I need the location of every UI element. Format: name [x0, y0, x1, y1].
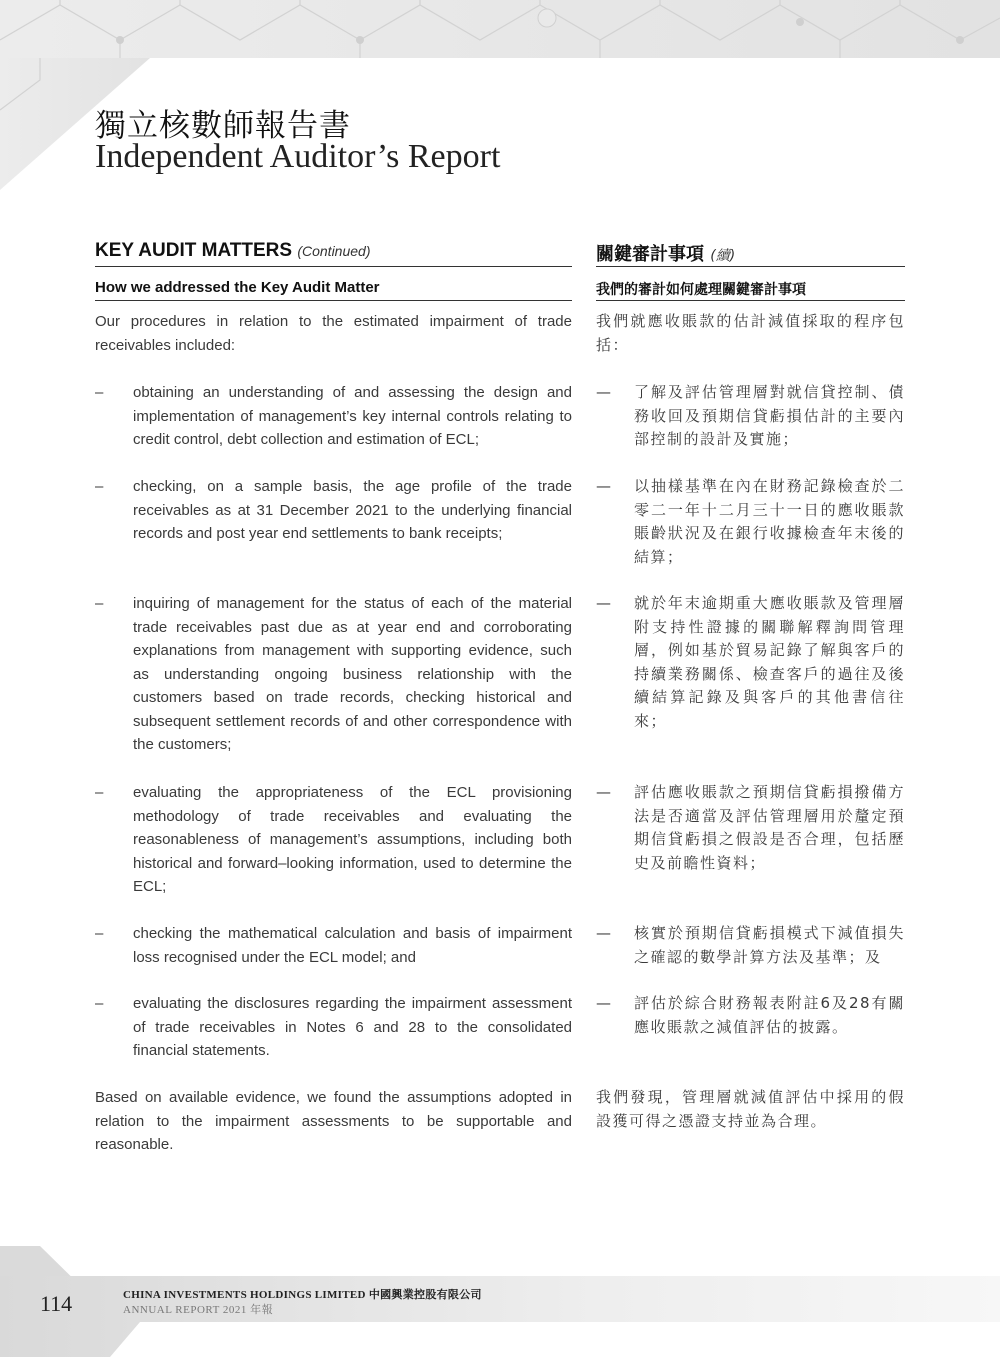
- bullet-dash: –: [95, 784, 104, 801]
- bullet-dash: —: [596, 477, 611, 495]
- bullet-text-en: obtaining an understanding of and assessing the design and implementation of management’s key internal controls relating to credit control, debt collection and estimation of ECL;: [133, 384, 572, 448]
- bullet-text-zh: 評估於綜合財務報表附註6及28有關應收賬款之減值評估的披露。: [634, 994, 905, 1036]
- subheading-zh: 我們的審計如何處理關鍵審計事項: [596, 282, 806, 298]
- subheading-en: How we addressed the Key Audit Matter: [95, 279, 380, 296]
- bullet-item-zh: [596, 592, 905, 733]
- bullet-item-zh: [596, 922, 905, 969]
- footer-report-title: ANNUAL REPORT 2021 年報: [123, 1304, 274, 1316]
- bullet-dash: —: [596, 924, 611, 942]
- bullet-dash: —: [596, 783, 611, 801]
- page-title-zh: 獨立核數師報告書: [95, 108, 351, 144]
- page-number: 114: [40, 1291, 73, 1316]
- divider: [95, 266, 572, 267]
- bullet-item-zh: [596, 381, 905, 452]
- intro-paragraph-en: Our procedures in relation to the estimated impairment of trade receivables included:: [95, 313, 572, 354]
- intro-paragraph-zh: 我們就應收賬款的估計減值採取的程序包括：: [596, 312, 905, 354]
- conclusion-paragraph-zh: 我們發現，管理層就減值評估中採用的假設獲可得之憑證支持並為合理。: [596, 1088, 905, 1130]
- bullet-dash: —: [596, 594, 611, 612]
- bullet-item-en: [95, 922, 572, 969]
- bullet-text-zh: 以抽樣基準在內在財務記錄檢查於二零二一年十二月三十一日的應收賬款賬齡狀況及在銀行收據檢查年末後的結算；: [634, 477, 905, 566]
- bullet-text-zh: 評估應收賬款之預期信貸虧損撥備方法是否適當及評估管理層用於釐定預期信貸虧損之假設是否合理，包括歷史及前瞻性資料；: [634, 783, 905, 872]
- bullet-text-zh: 就於年末逾期重大應收賬款及管理層附支持性證據的關聯解釋詢問管理層，例如基於貿易記錄了解與客戶的持續業務關係、檢查客戶的過往及後續結算記錄及與客戶的其他書信往來；: [634, 594, 905, 730]
- page-title-en: Independent Auditor’s Report: [95, 138, 501, 175]
- bullet-dash: –: [95, 478, 104, 495]
- footer-company: CHINA INVESTMENTS HOLDINGS LIMITED 中國興業控股有限公司: [123, 1289, 482, 1301]
- bullet-dash: —: [596, 383, 611, 401]
- bullet-item-en: [95, 781, 572, 899]
- bullet-dash: –: [95, 995, 104, 1012]
- bullet-item-zh: [596, 475, 905, 569]
- section-heading-en-text: KEY AUDIT MATTERS: [95, 240, 293, 261]
- bullet-item-zh: [596, 781, 905, 875]
- bullet-item-zh: [596, 992, 905, 1039]
- bullet-text-en: checking, on a sample basis, the age profile of the trade receivables as at 31 December 2021 to the underlying financial records and post year end settlements to bank receipts;: [133, 478, 572, 542]
- bullet-item-en: [95, 992, 572, 1063]
- bullet-item-en: [95, 381, 572, 452]
- conclusion-paragraph-en: Based on available evidence, we found the assumptions adopted in relation to the impairment assessments to be supportable and reasonable.: [95, 1089, 572, 1153]
- divider: [596, 300, 905, 301]
- bullet-dash: —: [596, 994, 611, 1012]
- bullet-dash: –: [95, 384, 104, 401]
- bullet-text-zh: 核實於預期信貸虧損模式下減值損失之確認的數學計算方法及基準；及: [634, 924, 905, 966]
- bullet-text-en: checking the mathematical calculation and basis of impairment loss recognised under the ECL model; and: [133, 925, 572, 966]
- bullet-dash: –: [95, 925, 104, 942]
- bullet-text-en: evaluating the disclosures regarding the impairment assessment of trade receivables in Notes 6 and 28 to the consolidated financial statements.: [133, 995, 572, 1059]
- bullet-item-en: [95, 592, 572, 757]
- section-heading-en: [95, 240, 572, 262]
- section-heading-zh-text: 關鍵審計事項: [596, 244, 704, 265]
- bullet-text-en: inquiring of management for the status of each of the material trade receivables past due as at year end and corroborating explanations from management with supporting evidence, such as understanding ongoing business relationship with the customers based on trade records, checking historical and subsequent settlement records of and other correspondence with the customers;: [133, 595, 572, 753]
- bullet-text-zh: 了解及評估管理層對就信貸控制、債務收回及預期信貸虧損估計的主要內部控制的設計及實施；: [634, 383, 905, 448]
- bullet-dash: –: [95, 595, 104, 612]
- continued-label-en: (Continued): [297, 243, 371, 259]
- continued-label-zh: (續): [710, 248, 736, 264]
- bullet-text-en: evaluating the appropriateness of the ECL provisioning methodology of trade receivables and evaluating the reasonableness of management’s assumptions, including both historical and forward–looking information, used to determine the ECL;: [133, 784, 572, 895]
- section-heading-zh: [596, 240, 905, 266]
- divider: [596, 266, 905, 267]
- bullet-item-en: [95, 475, 572, 546]
- divider: [95, 300, 572, 301]
